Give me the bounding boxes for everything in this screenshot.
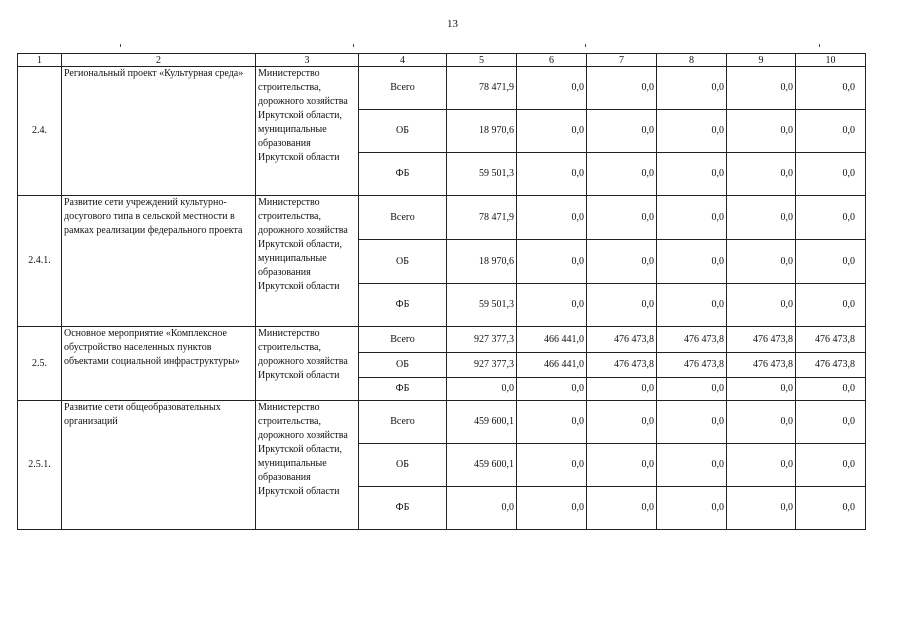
funding-source: ФБ [359,153,447,196]
amount-cell: 0,0 [657,196,727,240]
amount-cell: 0,0 [517,196,587,240]
amount-cell: 0,0 [657,487,727,530]
item-name: Развитие сети общеобразовательных организаций [62,401,256,530]
amount-cell: 0,0 [796,378,866,401]
amount-cell: 0,0 [587,284,657,327]
amount-cell: 0,0 [657,284,727,327]
amount-cell: 0,0 [587,487,657,530]
amount-cell: 0,0 [587,444,657,487]
amount-cell: 476 473,8 [587,327,657,353]
amount-cell: 0,0 [657,444,727,487]
amount-cell: 0,0 [447,378,517,401]
amount-cell: 0,0 [517,240,587,284]
column-number: 6 [517,54,587,67]
item-number: 2.4. [18,67,62,196]
amount-cell: 0,0 [796,401,866,444]
column-number: 10 [796,54,866,67]
funding-source: ОБ [359,110,447,153]
amount-cell: 0,0 [727,240,796,284]
amount-cell: 18 970,6 [447,240,517,284]
amount-cell: 0,0 [727,378,796,401]
page-number: 13 [447,18,458,30]
amount-cell: 927 377,3 [447,353,517,378]
amount-cell: 0,0 [517,378,587,401]
table-row [18,401,866,444]
column-number: 5 [447,54,517,67]
item-number: 2.5. [18,327,62,401]
amount-cell: 0,0 [657,378,727,401]
executor: Министерство строительства, дорожного хозяйства Иркутской области, муниципальные образования Иркутской области [256,401,359,530]
funding-source: ФБ [359,284,447,327]
amount-cell: 476 473,8 [727,327,796,353]
item-number: 2.5.1. [18,401,62,530]
amount-cell: 459 600,1 [447,401,517,444]
table-row [18,327,866,353]
amount-cell: 0,0 [657,67,727,110]
column-number: 1 [18,54,62,67]
executor: Министерство строительства, дорожного хозяйства Иркутской области [256,327,359,401]
funding-source: Всего [359,67,447,110]
amount-cell: 0,0 [727,153,796,196]
amount-cell: 0,0 [727,444,796,487]
amount-cell: 0,0 [587,378,657,401]
column-number: 4 [359,54,447,67]
funding-source: ФБ [359,487,447,530]
item-name: Региональный проект «Культурная среда» [62,67,256,196]
column-number-row [18,54,866,67]
amount-cell: 476 473,8 [587,353,657,378]
funding-source: ОБ [359,444,447,487]
table-row [18,196,866,240]
scan-mark [120,44,121,47]
budget-table [17,53,866,530]
funding-source: Всего [359,327,447,353]
amount-cell: 466 441,0 [517,327,587,353]
column-number: 2 [62,54,256,67]
amount-cell: 0,0 [517,110,587,153]
amount-cell: 0,0 [796,284,866,327]
amount-cell: 0,0 [517,67,587,110]
amount-cell: 476 473,8 [796,327,866,353]
funding-source: Всего [359,196,447,240]
amount-cell: 459 600,1 [447,444,517,487]
scan-mark [819,44,820,47]
column-number: 7 [587,54,657,67]
funding-source: ОБ [359,240,447,284]
amount-cell: 927 377,3 [447,327,517,353]
amount-cell: 476 473,8 [657,327,727,353]
amount-cell: 0,0 [727,110,796,153]
amount-cell: 0,0 [517,487,587,530]
amount-cell: 0,0 [657,153,727,196]
amount-cell: 0,0 [587,153,657,196]
amount-cell: 0,0 [796,153,866,196]
amount-cell: 476 473,8 [727,353,796,378]
amount-cell: 59 501,3 [447,284,517,327]
item-number: 2.4.1. [18,196,62,327]
amount-cell: 18 970,6 [447,110,517,153]
amount-cell: 0,0 [796,240,866,284]
item-name: Основное мероприятие «Комплексное обустройство населенных пунктов объектами социальной инфраструктуры» [62,327,256,401]
amount-cell: 0,0 [587,196,657,240]
column-number: 9 [727,54,796,67]
amount-cell: 0,0 [587,240,657,284]
column-number: 8 [657,54,727,67]
amount-cell: 59 501,3 [447,153,517,196]
amount-cell: 0,0 [727,487,796,530]
amount-cell: 0,0 [517,284,587,327]
amount-cell: 0,0 [447,487,517,530]
amount-cell: 476 473,8 [796,353,866,378]
amount-cell: 0,0 [657,240,727,284]
amount-cell: 466 441,0 [517,353,587,378]
amount-cell: 0,0 [727,67,796,110]
column-number: 3 [256,54,359,67]
amount-cell: 0,0 [796,67,866,110]
amount-cell: 0,0 [796,110,866,153]
amount-cell: 0,0 [796,196,866,240]
funding-source: Всего [359,401,447,444]
item-name: Развитие сети учреждений культурно-досугового типа в сельской местности в рамках реализации федерального проекта [62,196,256,327]
scan-mark [585,44,586,47]
executor: Министерство строительства, дорожного хозяйства Иркутской области, муниципальные образования Иркутской области [256,67,359,196]
amount-cell: 0,0 [727,284,796,327]
amount-cell: 0,0 [796,487,866,530]
amount-cell: 0,0 [517,444,587,487]
amount-cell: 0,0 [587,67,657,110]
amount-cell: 0,0 [727,196,796,240]
amount-cell: 476 473,8 [657,353,727,378]
scan-mark [353,44,354,47]
amount-cell: 0,0 [796,444,866,487]
amount-cell: 0,0 [657,110,727,153]
executor: Министерство строительства, дорожного хозяйства Иркутской области, муниципальные образования Иркутской области [256,196,359,327]
amount-cell: 0,0 [517,401,587,444]
funding-source: ОБ [359,353,447,378]
amount-cell: 0,0 [657,401,727,444]
amount-cell: 0,0 [727,401,796,444]
funding-source: ФБ [359,378,447,401]
table-row [18,67,866,110]
amount-cell: 78 471,9 [447,196,517,240]
amount-cell: 0,0 [587,110,657,153]
amount-cell: 78 471,9 [447,67,517,110]
amount-cell: 0,0 [587,401,657,444]
amount-cell: 0,0 [517,153,587,196]
